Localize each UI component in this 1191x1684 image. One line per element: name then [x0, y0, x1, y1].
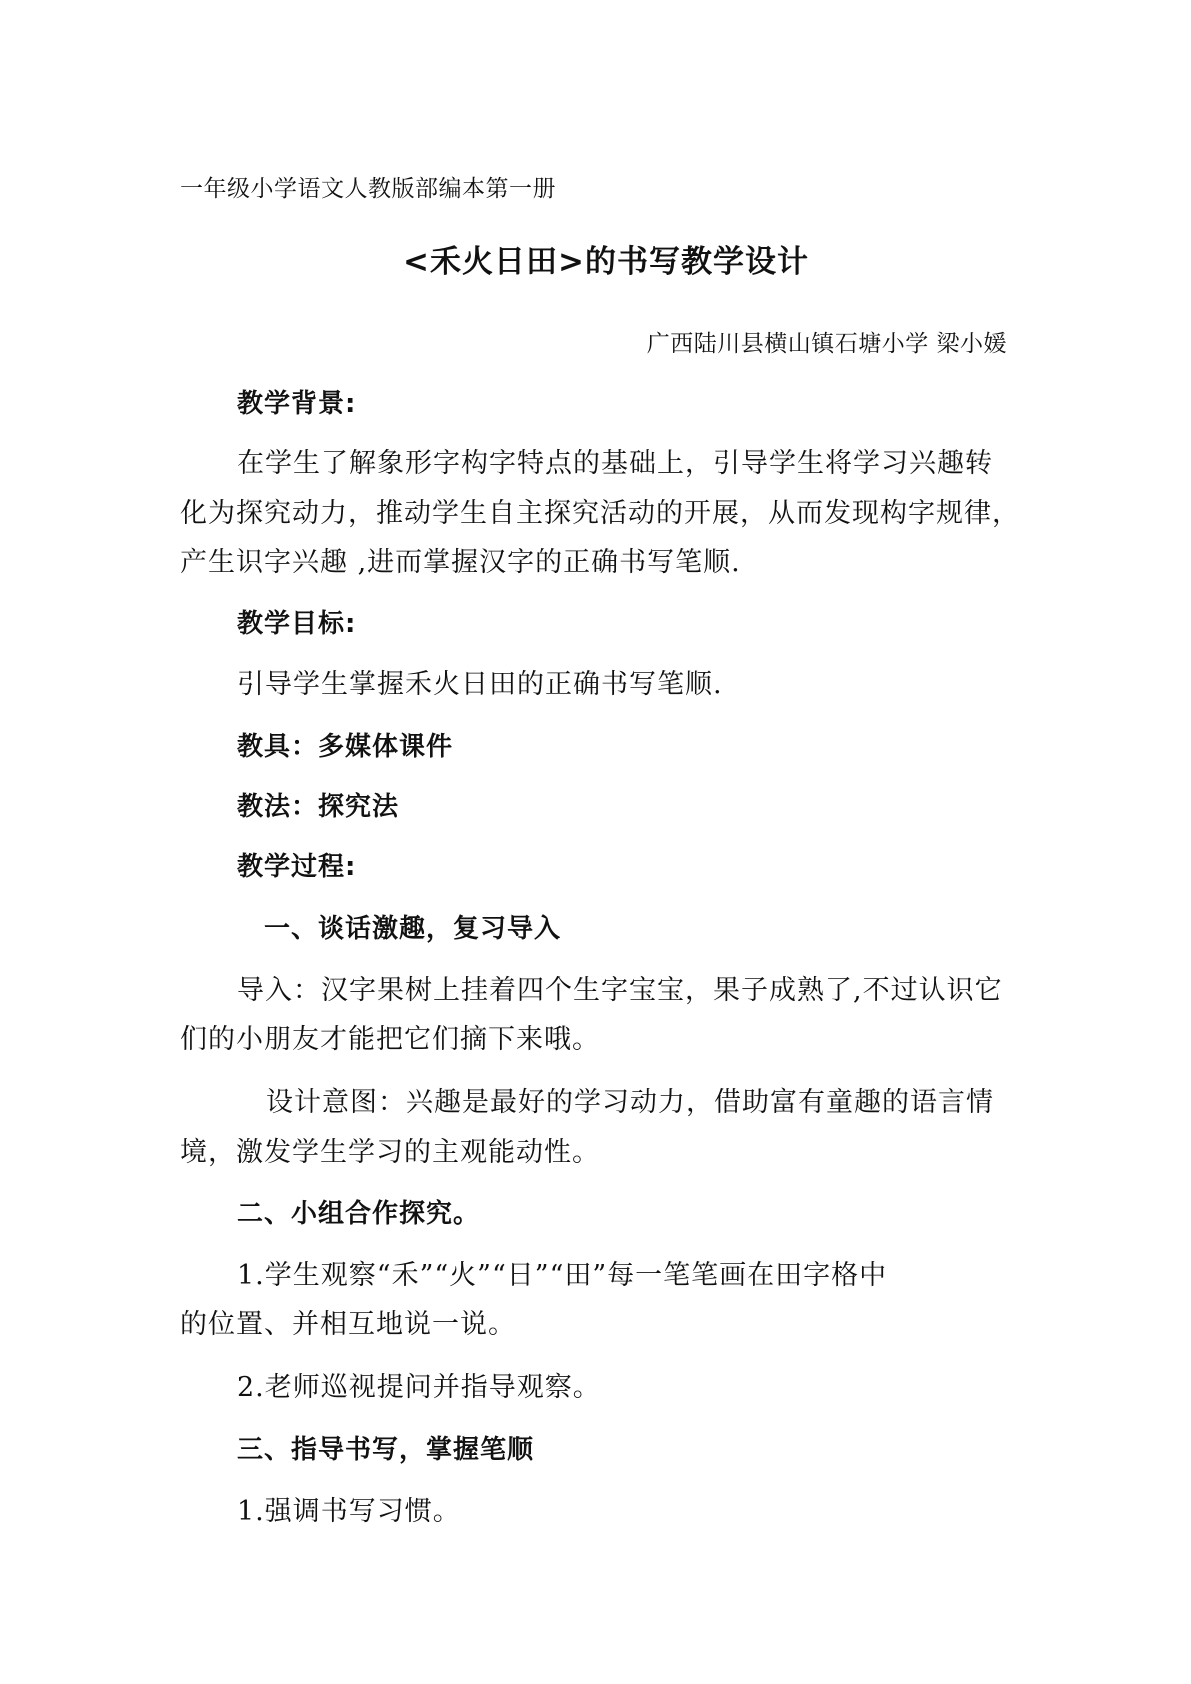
background-paragraph-line: 在学生了解象形字构字特点的基础上，引导学生将学习兴趣转 [237, 448, 993, 479]
section1-design-line: 设计意图：兴趣是最好的学习动力，借助富有童趣的语言情 [266, 1087, 994, 1118]
section1-design-line: 境，激发学生学习的主观能动性。 [180, 1137, 600, 1168]
section2-item2: 2.老师巡视提问并指导观察。 [237, 1372, 601, 1403]
page-title: <禾火日田>的书写教学设计 [403, 244, 809, 280]
section3-item1: 1.强调书写习惯。 [237, 1496, 461, 1527]
method-line: 教法：探究法 [237, 792, 400, 822]
section2-heading: 二、小组合作探究。 [237, 1199, 481, 1229]
goal-text: 引导学生掌握禾火日田的正确书写笔顺. [237, 669, 723, 700]
tools-line: 教具：多媒体课件 [237, 732, 454, 762]
background-heading: 教学背景: [237, 389, 357, 419]
process-heading: 教学过程: [237, 852, 357, 882]
background-paragraph-line: 化为探究动力，推动学生自主探究活动的开展，从而发现构字规律， [180, 498, 1020, 529]
section2-item1-line: 1.学生观察“禾”“火”“日”“田”每一笔笔画在田字格中 [237, 1260, 888, 1291]
section1-heading: 一、谈话激趣，复习导入 [264, 914, 562, 944]
section3-heading: 三、指导书写，掌握笔顺 [237, 1435, 535, 1465]
background-paragraph-line: 产生识字兴趣 ,进而掌握汉字的正确书写笔顺. [180, 547, 741, 578]
goal-heading: 教学目标: [237, 609, 357, 639]
author-line: 广西陆川县横山镇石塘小学 梁小媛 [646, 331, 1007, 357]
document-header: 一年级小学语文人教版部编本第一册 [180, 176, 556, 202]
section2-item1-line: 的位置、并相互地说一说。 [180, 1309, 516, 1340]
section1-intro-line: 们的小朋友才能把它们摘下来哦。 [180, 1024, 600, 1055]
section1-intro-line: 导入：汉字果树上挂着四个生字宝宝，果子成熟了,不过认识它 [237, 975, 1003, 1006]
